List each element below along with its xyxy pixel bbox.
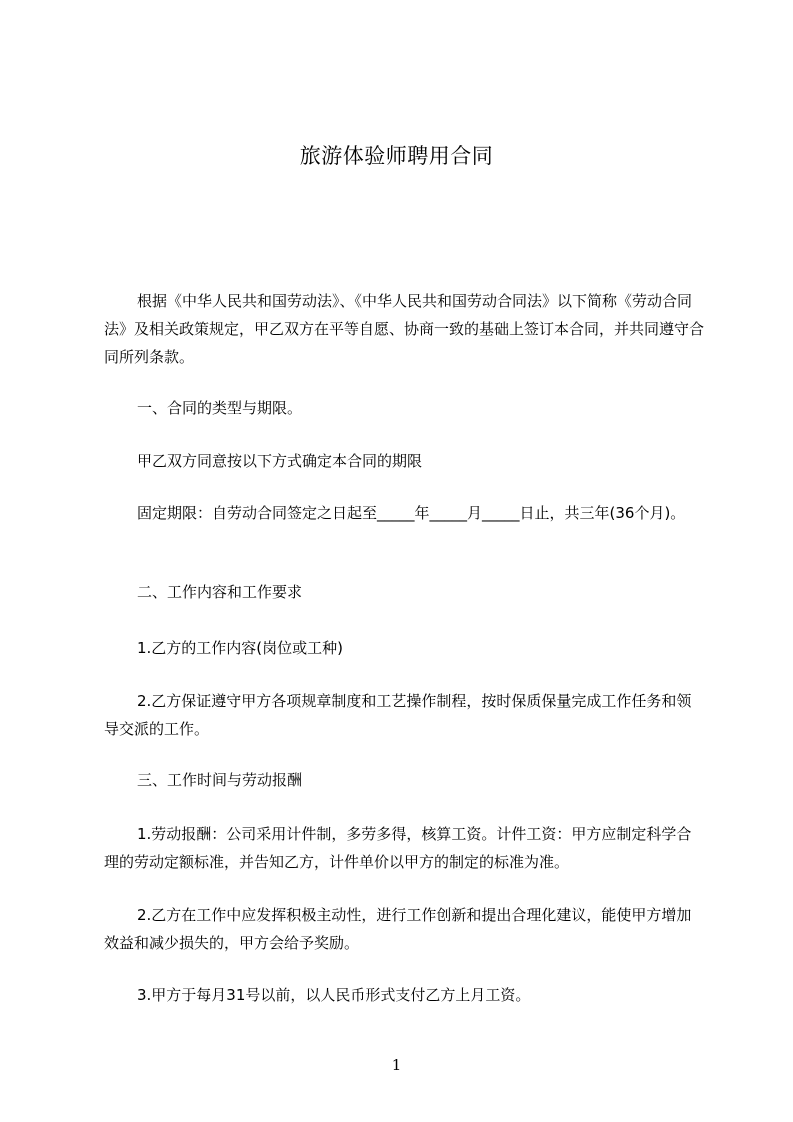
intro-paragraph: 根据《中华人民共和国劳动法》、《中华人民共和国劳动合同法》以下简称《劳动合同法》及相关政策规定，甲乙双方在平等自愿、协商一致的基础上签订本合同，并共同遵守合同所列条款。 xyxy=(104,292,705,366)
paragraph-remuneration: 1.劳动报酬：公司采用计件制，多劳多得，核算工资。计件工资：甲方应制定科学合理的劳动定额标准，并告知乙方，计件单价以甲方的制定的标准为准。 xyxy=(104,825,692,871)
document-title: 旅游体验师聘用合同 xyxy=(299,144,494,168)
section-heading-3: 三、工作时间与劳动报酬 xyxy=(137,771,303,789)
section-heading-2: 二、工作内容和工作要求 xyxy=(137,583,303,601)
page-number: 1 xyxy=(391,1056,402,1074)
paragraph-term-method: 甲乙双方同意按以下方式确定本合同的期限 xyxy=(137,452,423,470)
paragraph-fixed-term: 固定期限：自劳动合同签定之日起至_____年_____月_____日止，共三年(36个月)。 xyxy=(137,504,686,522)
paragraph-rewards: 2.乙方在工作中应发挥积极主动性，进行工作创新和提出合理化建议，能使甲方增加效益和减少损失的，甲方会给予奖励。 xyxy=(104,906,692,952)
paragraph-work-requirements: 2.乙方保证遵守甲方各项规章制度和工艺操作制程，按时保质保量完成工作任务和领导交派的工作。 xyxy=(104,692,692,738)
paragraph-salary-payment: 3.甲方于每月31号以前，以人民币形式支付乙方上月工资。 xyxy=(137,986,531,1004)
section-heading-1: 一、合同的类型与期限。 xyxy=(137,399,303,417)
paragraph-work-content: 1.乙方的工作内容(岗位或工种) xyxy=(137,639,344,657)
